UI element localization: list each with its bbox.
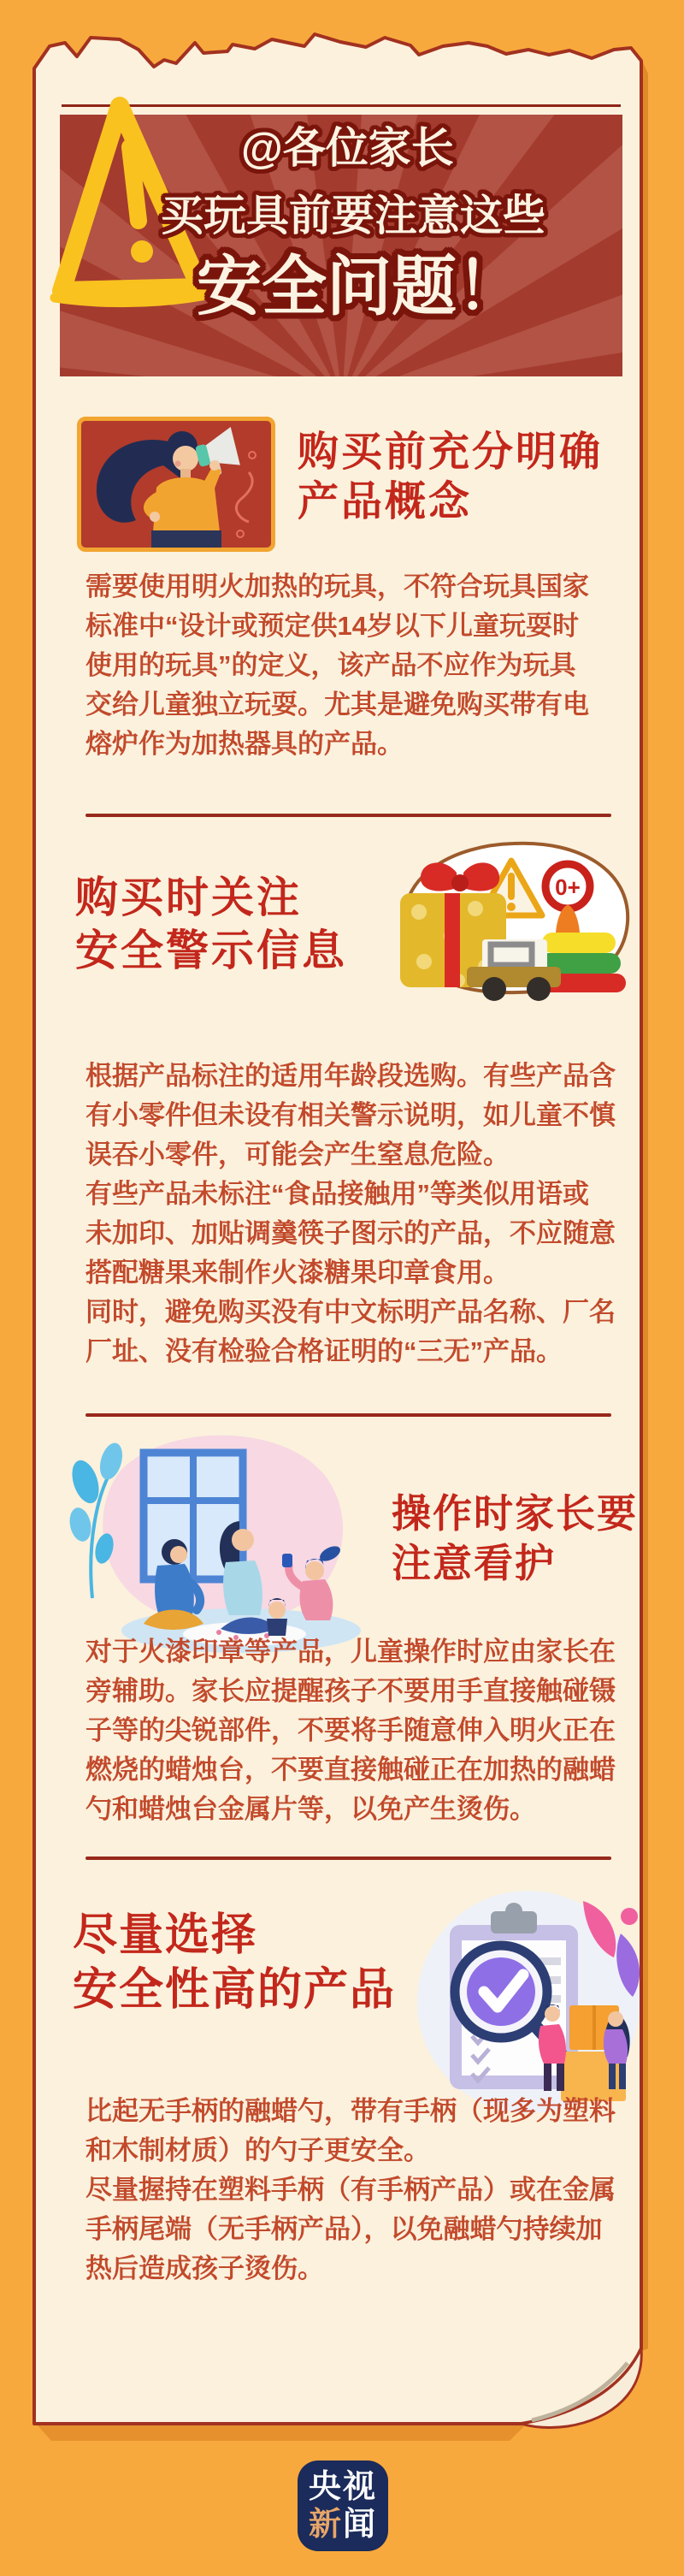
logo-white-char: 闻 <box>343 2507 378 2543</box>
woman-megaphone-illustration <box>77 417 275 552</box>
body-line: 子等的尖锐部件，不要将手随意伸入明火正在 <box>86 1715 616 1745</box>
safety-inspection-illustration <box>400 1872 657 2129</box>
body-line: 有小零件但未设有相关警示说明，如儿童不慎 <box>86 1100 616 1130</box>
body-line: 使用的玩具”的定义，该产品不应作为玩具 <box>86 650 576 680</box>
body-line: 勺和蜡烛台金属片等，以免产生烫伤。 <box>86 1794 536 1824</box>
logo-top-text: 央视 <box>308 2469 377 2505</box>
section4-body <box>86 2092 616 2289</box>
body-line: 比起无手柄的融蜡勺，带有手柄（现多为塑料 <box>86 2096 616 2126</box>
header-mention: @各位家长 <box>241 124 454 172</box>
age-badge-text: 0+ <box>555 874 581 900</box>
section3-title <box>392 1489 638 1588</box>
body-line: 尽量握持在塑料手柄（有手柄产品）或在金属 <box>86 2175 616 2205</box>
body-line: 需要使用明火加热的玩具，不符合玩具国家 <box>86 571 589 601</box>
body-line: 熔炉作为加热器具的产品。 <box>86 729 404 759</box>
body-line: 手柄尾端（无手柄产品），以免融蜡勺持续加 <box>86 2214 603 2244</box>
body-line: 交给儿童独立玩耍。尤其是避免购买带有电 <box>86 690 589 720</box>
section3-title-line2: 注意看护 <box>392 1541 556 1585</box>
section1-body <box>86 567 589 764</box>
header-title-line1: 买玩具前要注意这些 <box>161 192 545 240</box>
section4-title-line2: 安全性高的产品 <box>73 1965 397 2015</box>
body-line: 未加印、加贴调羹筷子图示的产品，不应随意 <box>86 1218 616 1248</box>
face <box>173 446 198 471</box>
logo-accent-char: 新 <box>308 2507 343 2543</box>
gift-toys-illustration <box>374 823 650 1007</box>
exclamation-dot <box>131 240 153 263</box>
body-line: 热后造成孩子烫伤。 <box>86 2253 324 2283</box>
age-badge <box>545 864 590 909</box>
body-line: 对于火漆印章等产品，儿童操作时应由家长在 <box>86 1637 616 1667</box>
section-divider <box>86 1856 611 1860</box>
family-playing-illustration <box>62 1418 369 1667</box>
section-divider <box>86 814 611 817</box>
body-line: 燃烧的蜡烛台，不要直接触碰正在加热的融蜡 <box>86 1755 616 1785</box>
body-line: 厂址、没有检验合格证明的“三无”产品。 <box>86 1336 563 1366</box>
body-line: 根据产品标注的适用年龄段选购。有些产品含 <box>86 1061 616 1091</box>
logo-bottom-text <box>309 2506 377 2543</box>
section-divider <box>86 1413 611 1417</box>
section1-title <box>298 428 603 527</box>
section2-title-line1: 购买时关注 <box>75 873 302 921</box>
body-line: 有些产品未标注“食品接触用”等类似用语或 <box>86 1179 589 1209</box>
cctv-news-logo <box>298 2461 388 2551</box>
pants <box>151 530 221 548</box>
paper-bottom-shadow <box>38 2425 525 2441</box>
section3-body <box>86 1632 616 1829</box>
section2-title <box>75 871 347 977</box>
section4-title-line1: 尽量选择 <box>73 1910 258 1960</box>
body-line: 同时，避免购买没有中文标明产品名称、厂名 <box>86 1297 616 1327</box>
exclamation-bar <box>130 147 139 221</box>
header-title-line2: 安全问题！ <box>197 251 522 323</box>
body-line: 搭配糖果来制作火漆糖果印章食用。 <box>86 1258 510 1288</box>
body-line: 旁辅助。家长应提醒孩子不要用手直接触碰镊 <box>86 1676 616 1706</box>
squiggle-decoration <box>236 472 252 522</box>
section1-title-line1: 购买前充分明确 <box>298 429 604 475</box>
body-line: 和木制材质）的勺子更安全。 <box>86 2135 430 2165</box>
section4-title <box>73 1908 396 2017</box>
section2-body <box>86 1057 616 1371</box>
section2-title-line2: 安全警示信息 <box>75 927 347 974</box>
section1-title-line2: 产品概念 <box>298 479 473 524</box>
section3-title-line1: 操作时家长要 <box>392 1491 638 1536</box>
body-line: 误吞小零件，可能会产生窒息危险。 <box>86 1140 510 1170</box>
body-line: 标准中“设计或预定供14岁以下儿童玩耍时 <box>86 611 579 641</box>
